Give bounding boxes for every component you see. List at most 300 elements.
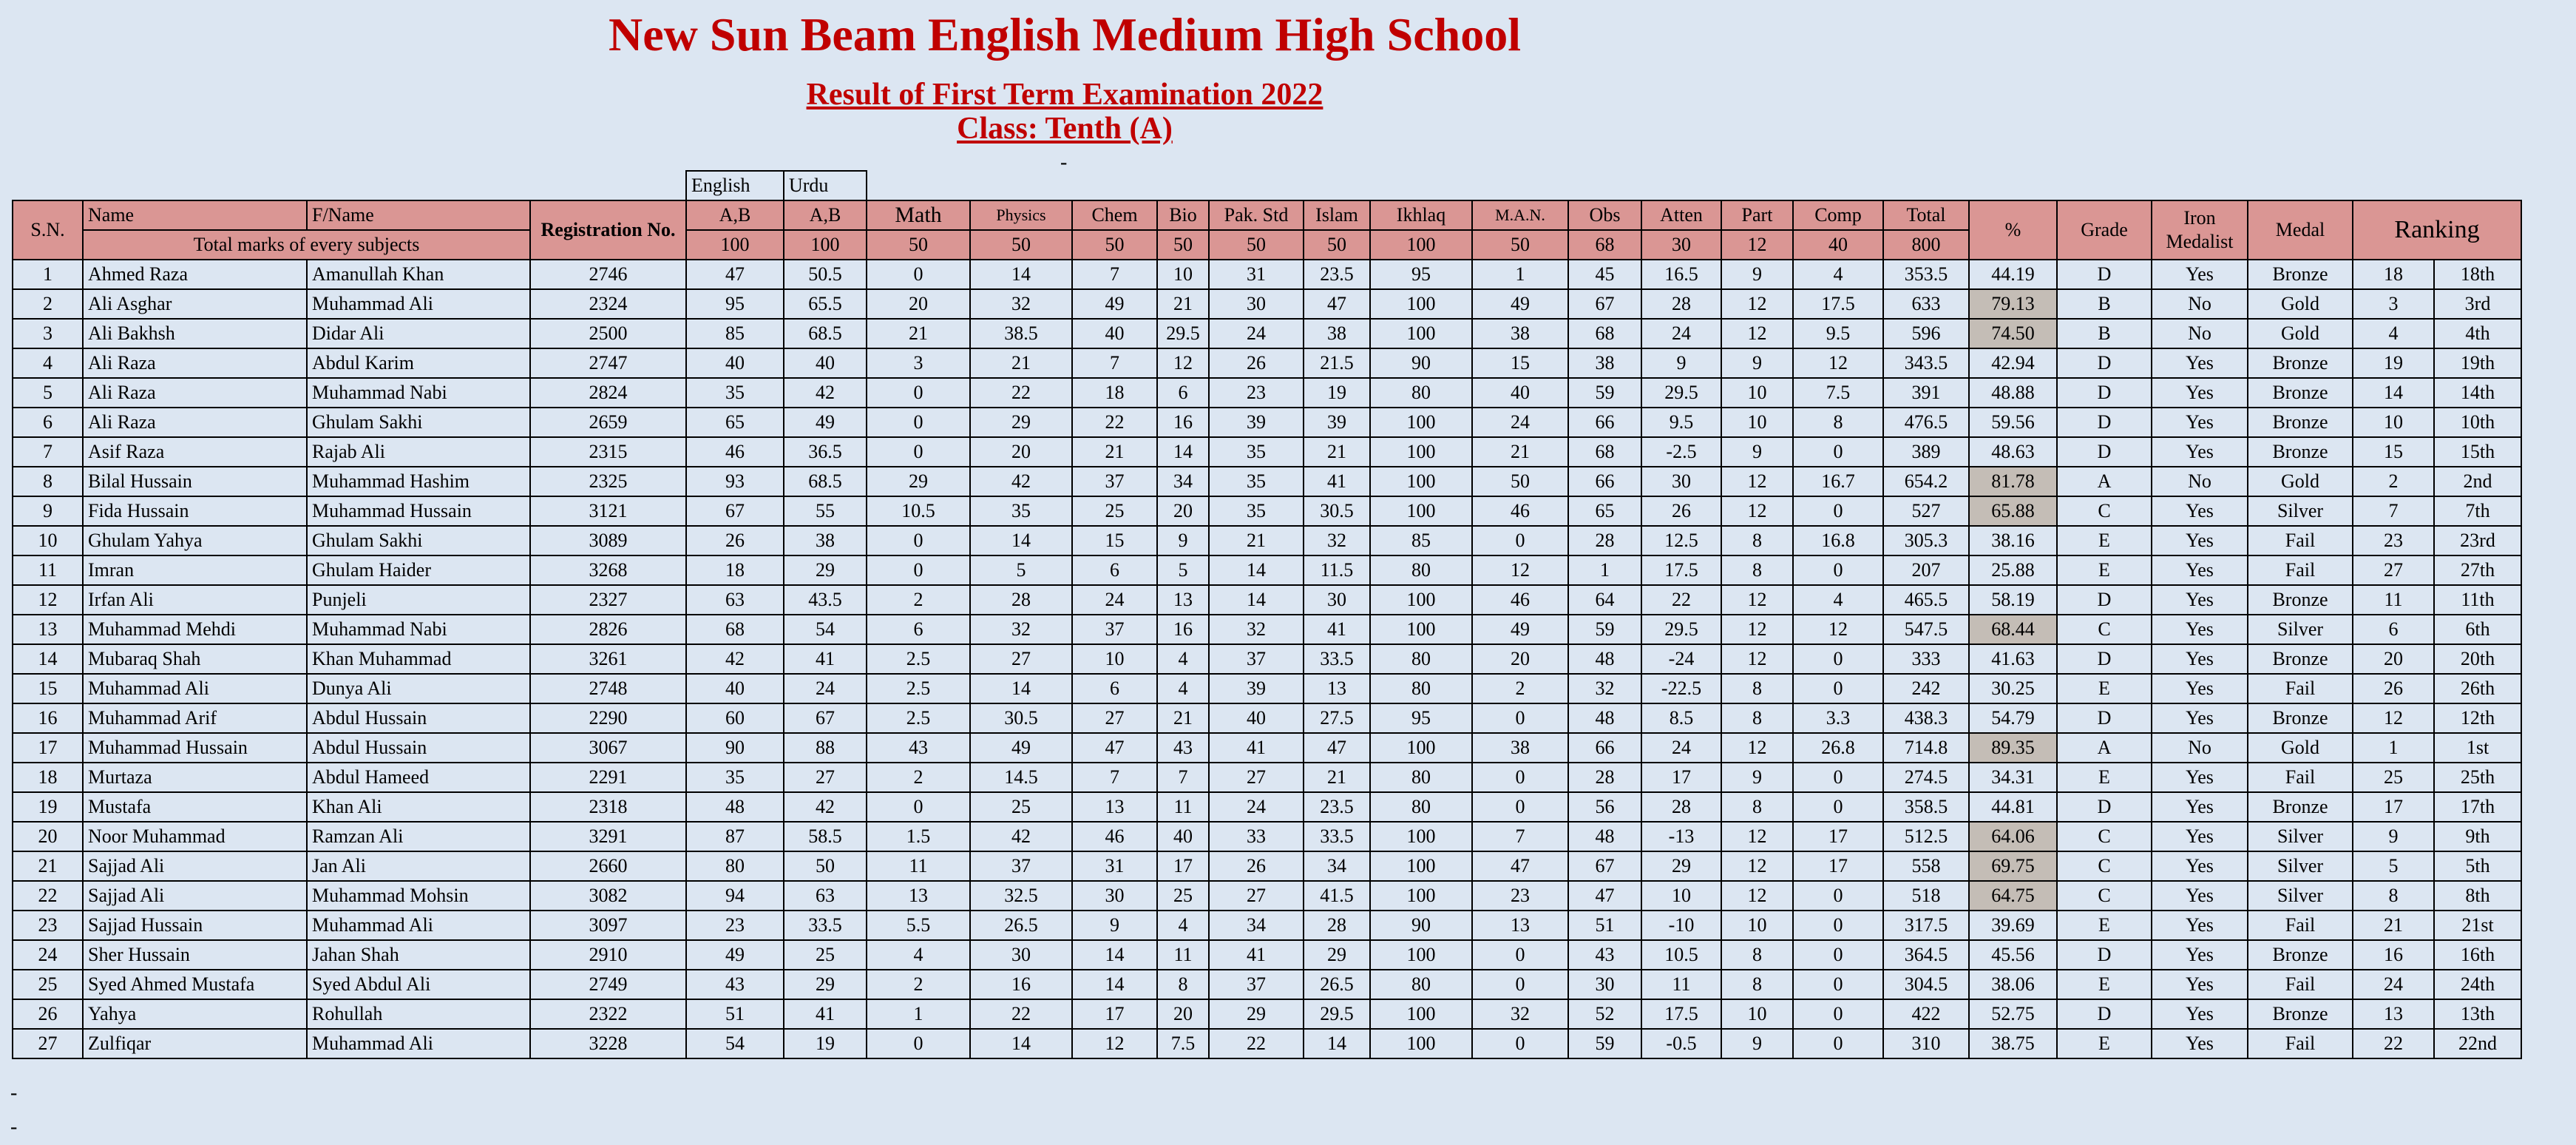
cell-total: 547.5 xyxy=(1883,615,1969,644)
cell-total: 358.5 xyxy=(1883,792,1969,822)
cell-reg: 3082 xyxy=(530,881,686,911)
cell-sn: 14 xyxy=(13,644,83,674)
cell-comp: 0 xyxy=(1793,792,1883,822)
cell-percent: 42.94 xyxy=(1969,348,2057,378)
cell-man: 32 xyxy=(1472,999,1568,1029)
cell-fname: Abdul Karim xyxy=(307,348,530,378)
cell-percent: 52.75 xyxy=(1969,999,2057,1029)
cell-rank-ordinal: 5th xyxy=(2434,851,2521,881)
cell-atten: 16.5 xyxy=(1641,260,1721,289)
cell-islam: 14 xyxy=(1304,1029,1370,1058)
cell-rank-ordinal: 27th xyxy=(2434,555,2521,585)
cell-atten: -22.5 xyxy=(1641,674,1721,703)
cell-math: 5.5 xyxy=(867,911,970,940)
cell-islam: 41 xyxy=(1304,615,1370,644)
cell-obs: 30 xyxy=(1568,970,1641,999)
cell-ikhlaq: 100 xyxy=(1370,940,1472,970)
cell-ikhlaq: 80 xyxy=(1370,555,1472,585)
cell-obs: 59 xyxy=(1568,615,1641,644)
cell-rank-ordinal: 7th xyxy=(2434,496,2521,526)
cell-chem: 17 xyxy=(1072,999,1157,1029)
cell-total: 353.5 xyxy=(1883,260,1969,289)
cell-reg: 3291 xyxy=(530,822,686,851)
cell-comp: 0 xyxy=(1793,437,1883,467)
cell-urdu: 25 xyxy=(784,940,867,970)
english-group-label: English xyxy=(686,171,784,200)
cell-iron-medalist: Yes xyxy=(2152,822,2248,851)
cell-iron-medalist: Yes xyxy=(2152,999,2248,1029)
cell-atten: 11 xyxy=(1641,970,1721,999)
cell-physics: 27 xyxy=(970,644,1072,674)
cell-bio: 7 xyxy=(1157,763,1209,792)
cell-chem: 15 xyxy=(1072,526,1157,555)
cell-part: 8 xyxy=(1721,555,1793,585)
cell-urdu: 38 xyxy=(784,526,867,555)
cell-chem: 6 xyxy=(1072,555,1157,585)
cell-chem: 7 xyxy=(1072,260,1157,289)
cell-iron-medalist: Yes xyxy=(2152,348,2248,378)
cell-medal: Silver xyxy=(2248,615,2353,644)
cell-physics: 14 xyxy=(970,674,1072,703)
table-row xyxy=(13,940,2521,970)
cell-rank-number: 19 xyxy=(2353,348,2434,378)
cell-math: 1 xyxy=(867,999,970,1029)
cell-percent: 59.56 xyxy=(1969,408,2057,437)
cell-reg: 3067 xyxy=(530,733,686,763)
cell-grade: D xyxy=(2057,585,2152,615)
table-row xyxy=(13,437,2521,467)
table-row xyxy=(13,260,2521,289)
cell-part: 12 xyxy=(1721,851,1793,881)
cell-atten: -24 xyxy=(1641,644,1721,674)
cell-medal: Fail xyxy=(2248,763,2353,792)
col-pakstd: Pak. Std xyxy=(1209,200,1304,230)
cell-grade: D xyxy=(2057,260,2152,289)
table-row xyxy=(13,496,2521,526)
cell-urdu: 41 xyxy=(784,999,867,1029)
table-row xyxy=(13,911,2521,940)
cell-comp: 26.8 xyxy=(1793,733,1883,763)
dash-mark: - xyxy=(10,1081,18,1104)
table-row xyxy=(13,792,2521,822)
max-mark-cell: 100 xyxy=(686,230,784,260)
cell-total: 242 xyxy=(1883,674,1969,703)
cell-total: 422 xyxy=(1883,999,1969,1029)
cell-math: 0 xyxy=(867,437,970,467)
max-mark-cell: 50 xyxy=(1304,230,1370,260)
col-total: Total xyxy=(1883,200,1969,230)
cell-iron-medalist: Yes xyxy=(2152,940,2248,970)
cell-iron-medalist: Yes xyxy=(2152,881,2248,911)
cell-sn: 11 xyxy=(13,555,83,585)
cell-obs: 65 xyxy=(1568,496,1641,526)
cell-math: 13 xyxy=(867,881,970,911)
cell-english: 35 xyxy=(686,763,784,792)
cell-percent: 30.25 xyxy=(1969,674,2057,703)
col-english: A,B xyxy=(686,200,784,230)
cell-total: 633 xyxy=(1883,289,1969,319)
cell-ikhlaq: 90 xyxy=(1370,348,1472,378)
cell-islam: 11.5 xyxy=(1304,555,1370,585)
cell-english: 60 xyxy=(686,703,784,733)
cell-percent: 58.19 xyxy=(1969,585,2057,615)
cell-pakstd: 33 xyxy=(1209,822,1304,851)
cell-chem: 31 xyxy=(1072,851,1157,881)
col-fname: F/Name xyxy=(307,200,530,230)
cell-man: 40 xyxy=(1472,378,1568,408)
cell-chem: 27 xyxy=(1072,703,1157,733)
cell-physics: 32 xyxy=(970,289,1072,319)
cell-man: 50 xyxy=(1472,467,1568,496)
cell-fname: Khan Ali xyxy=(307,792,530,822)
cell-grade: D xyxy=(2057,644,2152,674)
cell-comp: 17 xyxy=(1793,851,1883,881)
cell-medal: Gold xyxy=(2248,733,2353,763)
cell-rank-number: 18 xyxy=(2353,260,2434,289)
cell-math: 0 xyxy=(867,792,970,822)
cell-percent: 25.88 xyxy=(1969,555,2057,585)
cell-atten: 10.5 xyxy=(1641,940,1721,970)
cell-rank-ordinal: 15th xyxy=(2434,437,2521,467)
cell-islam: 13 xyxy=(1304,674,1370,703)
cell-bio: 25 xyxy=(1157,881,1209,911)
cell-ikhlaq: 100 xyxy=(1370,999,1472,1029)
cell-physics: 38.5 xyxy=(970,319,1072,348)
cell-sn: 24 xyxy=(13,940,83,970)
cell-total: 333 xyxy=(1883,644,1969,674)
cell-pakstd: 31 xyxy=(1209,260,1304,289)
cell-medal: Silver xyxy=(2248,881,2353,911)
cell-grade: D xyxy=(2057,378,2152,408)
cell-rank-ordinal: 25th xyxy=(2434,763,2521,792)
col-sn: S.N. xyxy=(13,200,83,260)
cell-bio: 10 xyxy=(1157,260,1209,289)
cell-man: 2 xyxy=(1472,674,1568,703)
cell-ikhlaq: 80 xyxy=(1370,970,1472,999)
max-mark-cell: 40 xyxy=(1793,230,1883,260)
cell-man: 49 xyxy=(1472,615,1568,644)
cell-iron-medalist: Yes xyxy=(2152,437,2248,467)
cell-islam: 19 xyxy=(1304,378,1370,408)
cell-bio: 9 xyxy=(1157,526,1209,555)
cell-part: 9 xyxy=(1721,437,1793,467)
cell-ikhlaq: 100 xyxy=(1370,408,1472,437)
cell-medal: Gold xyxy=(2248,467,2353,496)
cell-reg: 3097 xyxy=(530,911,686,940)
cell-obs: 66 xyxy=(1568,733,1641,763)
cell-part: 12 xyxy=(1721,319,1793,348)
cell-physics: 14 xyxy=(970,526,1072,555)
cell-obs: 1 xyxy=(1568,555,1641,585)
cell-percent: 45.56 xyxy=(1969,940,2057,970)
cell-grade: D xyxy=(2057,348,2152,378)
cell-urdu: 49 xyxy=(784,408,867,437)
cell-rank-number: 22 xyxy=(2353,1029,2434,1058)
cell-reg: 2659 xyxy=(530,408,686,437)
cell-islam: 23.5 xyxy=(1304,260,1370,289)
cell-part: 9 xyxy=(1721,348,1793,378)
cell-percent: 68.44 xyxy=(1969,615,2057,644)
cell-islam: 41 xyxy=(1304,467,1370,496)
cell-sn: 19 xyxy=(13,792,83,822)
cell-fname: Jan Ali xyxy=(307,851,530,881)
table-row xyxy=(13,881,2521,911)
cell-rank-number: 7 xyxy=(2353,496,2434,526)
cell-man: 46 xyxy=(1472,585,1568,615)
cell-pakstd: 27 xyxy=(1209,763,1304,792)
cell-medal: Bronze xyxy=(2248,585,2353,615)
cell-atten: 30 xyxy=(1641,467,1721,496)
cell-bio: 4 xyxy=(1157,644,1209,674)
cell-obs: 47 xyxy=(1568,881,1641,911)
cell-obs: 52 xyxy=(1568,999,1641,1029)
cell-urdu: 67 xyxy=(784,703,867,733)
cell-rank-number: 1 xyxy=(2353,733,2434,763)
cell-medal: Gold xyxy=(2248,289,2353,319)
cell-chem: 46 xyxy=(1072,822,1157,851)
cell-fname: Abdul Hussain xyxy=(307,703,530,733)
cell-physics: 14 xyxy=(970,1029,1072,1058)
cell-name: Muhammad Hussain xyxy=(83,733,307,763)
cell-atten: 26 xyxy=(1641,496,1721,526)
cell-man: 49 xyxy=(1472,289,1568,319)
table-row xyxy=(13,348,2521,378)
cell-comp: 0 xyxy=(1793,970,1883,999)
cell-pakstd: 23 xyxy=(1209,378,1304,408)
cell-english: 63 xyxy=(686,585,784,615)
cell-chem: 10 xyxy=(1072,644,1157,674)
cell-percent: 74.50 xyxy=(1969,319,2057,348)
cell-reg: 2315 xyxy=(530,437,686,467)
cell-comp: 0 xyxy=(1793,940,1883,970)
cell-rank-number: 17 xyxy=(2353,792,2434,822)
cell-atten: 28 xyxy=(1641,289,1721,319)
cell-total: 391 xyxy=(1883,378,1969,408)
cell-rank-ordinal: 1st xyxy=(2434,733,2521,763)
cell-bio: 29.5 xyxy=(1157,319,1209,348)
cell-total: 438.3 xyxy=(1883,703,1969,733)
cell-name: Muhammad Arif xyxy=(83,703,307,733)
cell-name: Ahmed Raza xyxy=(83,260,307,289)
cell-name: Sajjad Ali xyxy=(83,881,307,911)
cell-pakstd: 24 xyxy=(1209,792,1304,822)
cell-urdu: 19 xyxy=(784,1029,867,1058)
cell-part: 8 xyxy=(1721,940,1793,970)
cell-fname: Amanullah Khan xyxy=(307,260,530,289)
cell-atten: 29 xyxy=(1641,851,1721,881)
cell-medal: Bronze xyxy=(2248,999,2353,1029)
cell-sn: 22 xyxy=(13,881,83,911)
cell-urdu: 27 xyxy=(784,763,867,792)
cell-islam: 32 xyxy=(1304,526,1370,555)
cell-pakstd: 35 xyxy=(1209,496,1304,526)
cell-percent: 65.88 xyxy=(1969,496,2057,526)
cell-rank-number: 12 xyxy=(2353,703,2434,733)
cell-english: 26 xyxy=(686,526,784,555)
cell-english: 49 xyxy=(686,940,784,970)
col-ranking: Ranking xyxy=(2353,200,2521,260)
cell-man: 24 xyxy=(1472,408,1568,437)
cell-grade: E xyxy=(2057,970,2152,999)
cell-sn: 16 xyxy=(13,703,83,733)
cell-name: Noor Muhammad xyxy=(83,822,307,851)
cell-name: Asif Raza xyxy=(83,437,307,467)
table-row xyxy=(13,733,2521,763)
col-urdu: A,B xyxy=(784,200,867,230)
cell-man: 47 xyxy=(1472,851,1568,881)
cell-grade: C xyxy=(2057,615,2152,644)
cell-pakstd: 22 xyxy=(1209,1029,1304,1058)
cell-atten: -13 xyxy=(1641,822,1721,851)
cell-part: 10 xyxy=(1721,408,1793,437)
cell-pakstd: 26 xyxy=(1209,851,1304,881)
cell-urdu: 58.5 xyxy=(784,822,867,851)
dash-mark: - xyxy=(1060,151,1068,174)
cell-physics: 49 xyxy=(970,733,1072,763)
cell-physics: 22 xyxy=(970,999,1072,1029)
cell-english: 90 xyxy=(686,733,784,763)
cell-atten: 29.5 xyxy=(1641,615,1721,644)
cell-rank-ordinal: 2nd xyxy=(2434,467,2521,496)
table-row xyxy=(13,555,2521,585)
cell-english: 67 xyxy=(686,496,784,526)
cell-reg: 3261 xyxy=(530,644,686,674)
cell-islam: 33.5 xyxy=(1304,644,1370,674)
cell-bio: 20 xyxy=(1157,496,1209,526)
cell-total: 596 xyxy=(1883,319,1969,348)
cell-man: 13 xyxy=(1472,911,1568,940)
cell-rank-number: 8 xyxy=(2353,881,2434,911)
cell-ikhlaq: 90 xyxy=(1370,911,1472,940)
cell-bio: 17 xyxy=(1157,851,1209,881)
cell-fname: Rajab Ali xyxy=(307,437,530,467)
cell-bio: 6 xyxy=(1157,378,1209,408)
cell-grade: A xyxy=(2057,733,2152,763)
cell-grade: D xyxy=(2057,940,2152,970)
max-mark-cell: 50 xyxy=(1157,230,1209,260)
urdu-group-label: Urdu xyxy=(784,171,867,200)
col-percent: % xyxy=(1969,200,2057,260)
cell-chem: 13 xyxy=(1072,792,1157,822)
cell-chem: 14 xyxy=(1072,940,1157,970)
cell-atten: -0.5 xyxy=(1641,1029,1721,1058)
cell-comp: 0 xyxy=(1793,999,1883,1029)
cell-physics: 5 xyxy=(970,555,1072,585)
cell-reg: 2324 xyxy=(530,289,686,319)
cell-islam: 21 xyxy=(1304,437,1370,467)
cell-chem: 40 xyxy=(1072,319,1157,348)
cell-grade: D xyxy=(2057,703,2152,733)
cell-urdu: 33.5 xyxy=(784,911,867,940)
cell-part: 10 xyxy=(1721,378,1793,408)
cell-math: 2 xyxy=(867,763,970,792)
cell-iron-medalist: Yes xyxy=(2152,911,2248,940)
cell-grade: D xyxy=(2057,999,2152,1029)
cell-reg: 2322 xyxy=(530,999,686,1029)
cell-rank-ordinal: 4th xyxy=(2434,319,2521,348)
cell-percent: 64.75 xyxy=(1969,881,2057,911)
cell-rank-ordinal: 6th xyxy=(2434,615,2521,644)
col-comp: Comp xyxy=(1793,200,1883,230)
cell-math: 0 xyxy=(867,408,970,437)
cell-islam: 39 xyxy=(1304,408,1370,437)
cell-ikhlaq: 100 xyxy=(1370,1029,1472,1058)
table-row xyxy=(13,378,2521,408)
cell-urdu: 29 xyxy=(784,555,867,585)
cell-rank-number: 20 xyxy=(2353,644,2434,674)
cell-fname: Muhammad Hashim xyxy=(307,467,530,496)
cell-iron-medalist: Yes xyxy=(2152,260,2248,289)
cell-bio: 21 xyxy=(1157,289,1209,319)
cell-rank-ordinal: 11th xyxy=(2434,585,2521,615)
class-title: Class: Tenth (A) xyxy=(957,112,1173,146)
cell-man: 0 xyxy=(1472,940,1568,970)
cell-name: Ali Raza xyxy=(83,408,307,437)
cell-physics: 21 xyxy=(970,348,1072,378)
cell-atten: 24 xyxy=(1641,319,1721,348)
cell-math: 4 xyxy=(867,940,970,970)
col-registration: Registration No. xyxy=(530,200,686,260)
cell-fname: Muhammad Ali xyxy=(307,289,530,319)
cell-man: 20 xyxy=(1472,644,1568,674)
cell-islam: 29.5 xyxy=(1304,999,1370,1029)
cell-ikhlaq: 95 xyxy=(1370,260,1472,289)
cell-obs: 28 xyxy=(1568,763,1641,792)
cell-rank-number: 9 xyxy=(2353,822,2434,851)
cell-obs: 48 xyxy=(1568,644,1641,674)
col-iron-medalist: Iron Medalist xyxy=(2152,200,2248,260)
cell-grade: B xyxy=(2057,319,2152,348)
cell-obs: 45 xyxy=(1568,260,1641,289)
col-ikhlaq: Ikhlaq xyxy=(1370,200,1472,230)
cell-grade: D xyxy=(2057,792,2152,822)
cell-obs: 43 xyxy=(1568,940,1641,970)
cell-comp: 0 xyxy=(1793,555,1883,585)
cell-medal: Fail xyxy=(2248,970,2353,999)
cell-ikhlaq: 95 xyxy=(1370,703,1472,733)
cell-fname: Muhammad Nabi xyxy=(307,615,530,644)
cell-medal: Bronze xyxy=(2248,378,2353,408)
cell-percent: 69.75 xyxy=(1969,851,2057,881)
cell-math: 2.5 xyxy=(867,703,970,733)
cell-total: 527 xyxy=(1883,496,1969,526)
cell-physics: 14 xyxy=(970,260,1072,289)
cell-total: 714.8 xyxy=(1883,733,1969,763)
cell-grade: C xyxy=(2057,851,2152,881)
table-row xyxy=(13,615,2521,644)
cell-fname: Muhammad Hussain xyxy=(307,496,530,526)
cell-chem: 30 xyxy=(1072,881,1157,911)
cell-urdu: 41 xyxy=(784,644,867,674)
cell-obs: 38 xyxy=(1568,348,1641,378)
cell-rank-ordinal: 24th xyxy=(2434,970,2521,999)
cell-physics: 35 xyxy=(970,496,1072,526)
cell-atten: 17 xyxy=(1641,763,1721,792)
cell-english: 46 xyxy=(686,437,784,467)
cell-urdu: 65.5 xyxy=(784,289,867,319)
cell-total: 343.5 xyxy=(1883,348,1969,378)
cell-total: 476.5 xyxy=(1883,408,1969,437)
cell-atten: 22 xyxy=(1641,585,1721,615)
cell-ikhlaq: 80 xyxy=(1370,644,1472,674)
exam-title: Result of First Term Examination 2022 xyxy=(806,78,1323,112)
cell-obs: 64 xyxy=(1568,585,1641,615)
cell-atten: 12.5 xyxy=(1641,526,1721,555)
cell-obs: 28 xyxy=(1568,526,1641,555)
cell-comp: 16.7 xyxy=(1793,467,1883,496)
cell-part: 8 xyxy=(1721,792,1793,822)
cell-comp: 3.3 xyxy=(1793,703,1883,733)
